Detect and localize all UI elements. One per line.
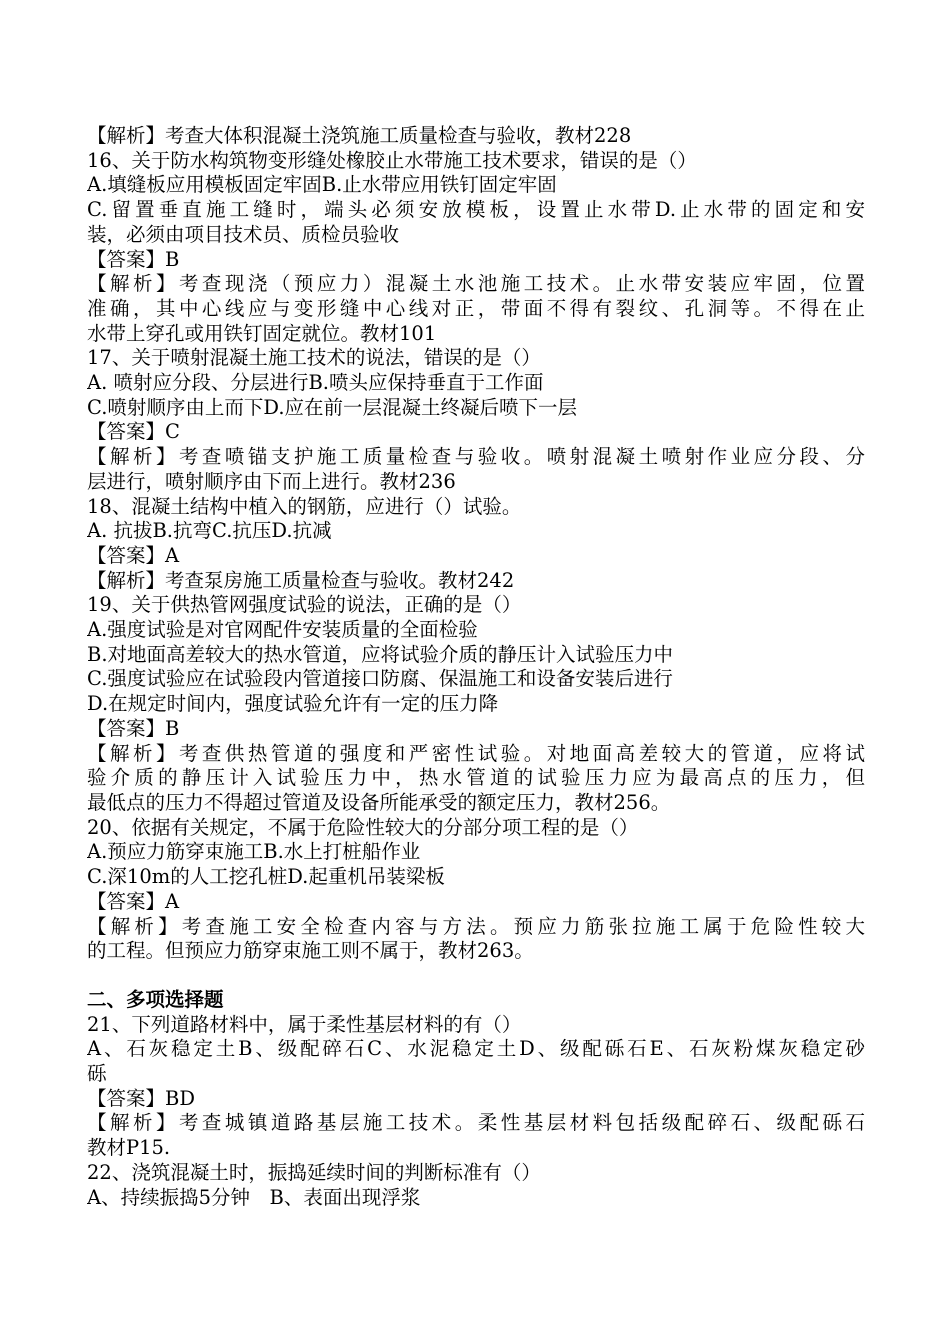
text-line: 18、混凝土结构中植入的钢筋，应进行（）试验。 <box>87 494 522 518</box>
text-line: 20、依据有关规定，不属于危险性较大的分部分项工程的是（） <box>87 815 639 839</box>
text-line: 【答案】C <box>87 420 180 444</box>
text-line: C.强度试验应在试验段内管道接口防腐、保温施工和设备安装后进行 <box>87 667 673 691</box>
text-line: A、持续振捣5分钟 B、表面出现浮浆 <box>87 1185 421 1209</box>
text-line: 砾 <box>87 1062 107 1086</box>
text-line: 22、浇筑混凝土时，振捣延续时间的判断标准有（） <box>87 1160 541 1184</box>
text-line: A.强度试验是对官网配件安装质量的全面检验 <box>87 618 478 642</box>
text-line: 【解析】考查施工安全检查内容与方法。预应力筋张拉施工属于危险性较大 <box>87 914 865 938</box>
text-line: 【答案】BD <box>87 1086 195 1110</box>
text-line: 【解析】考查供热管道的强度和严密性试验。对地面高差较大的管道，应将试 <box>87 741 865 765</box>
text-line: 【解析】考查大体积混凝土浇筑施工质量检查与验收，教材228 <box>87 124 632 147</box>
text-line: D.在规定时间内，强度试验允许有一定的压力降 <box>87 692 499 716</box>
text-line: A. 抗拔B.抗弯C.抗压D.抗减 <box>87 519 332 543</box>
text-line: 【答案】A <box>87 889 180 913</box>
text-line: 教材P15. <box>87 1136 171 1160</box>
text-line: 最低点的压力不得超过管道及设备所能承受的额定压力，教材256。 <box>87 790 671 814</box>
text-line: 水带上穿孔或用铁钉固定就位。教材101 <box>87 321 437 345</box>
text-line: B.对地面高差较大的热水管道，应将试验介质的静压计入试验压力中 <box>87 642 674 666</box>
text-line: A.填缝板应用模板固定牢固B.止水带应用铁钉固定牢固 <box>87 173 557 197</box>
text-line: 准确，其中心线应与变形缝中心线对正，带面不得有裂纹、孔洞等。不得在止 <box>87 296 865 320</box>
text-line: 19、关于供热管网强度试验的说法，正确的是（） <box>87 593 522 617</box>
section-title: 二、多项选择题 <box>87 987 224 1011</box>
text-line: 的工程。但预应力筋穿束施工则不属于，教材263。 <box>87 939 534 963</box>
text-line: 【答案】A <box>87 543 180 567</box>
text-line: C.留置垂直施工缝时，端头必须安放模板，设置止水带D.止水带的固定和安 <box>87 198 865 222</box>
text-line: 【解析】考查现浇（预应力）混凝土水池施工技术。止水带安装应牢固，位置 <box>87 272 865 296</box>
question-block-16-20 <box>87 124 865 964</box>
section-gap <box>87 964 865 988</box>
text-line: C.喷射顺序由上而下D.应在前一层混凝土终凝后喷下一层 <box>87 395 578 419</box>
text-line: 17、关于喷射混凝土施工技术的说法，错误的是（） <box>87 346 541 370</box>
text-line: 【答案】B <box>87 716 180 740</box>
document-page <box>87 124 865 1210</box>
text-line: 【解析】考查喷锚支护施工质量检查与验收。喷射混凝土喷射作业应分段、分 <box>87 445 865 469</box>
text-line: 21、下列道路材料中，属于柔性基层材料的有（） <box>87 1012 522 1036</box>
text-line: 【答案】B <box>87 247 180 271</box>
text-line: 装，必须由项目技术员、质检员验收 <box>87 222 400 246</box>
text-line: 层进行，喷射顺序由下而上进行。教材236 <box>87 469 456 493</box>
text-line: A. 喷射应分段、分层进行B.喷头应保持垂直于工作面 <box>87 371 544 395</box>
text-line: 【解析】考查城镇道路基层施工技术。柔性基层材料包括级配碎石、级配砾石 <box>87 1111 865 1135</box>
text-line: 【解析】考查泵房施工质量检查与验收。教材242 <box>87 568 515 592</box>
text-line: 验介质的静压计入试验压力中，热水管道的试验压力应为最高点的压力，但 <box>87 766 865 790</box>
text-line: C.深10m的人工挖孔桩D.起重机吊装梁板 <box>87 865 445 889</box>
text-line: A、石灰稳定土B、级配碎石C、水泥稳定土D、级配砾石E、石灰粉煤灰稳定砂 <box>87 1037 865 1061</box>
text-line: A.预应力筋穿束施工B.水上打桩船作业 <box>87 840 421 864</box>
text-line: 16、关于防水构筑物变形缝处橡胶止水带施工技术要求，错误的是（） <box>87 148 697 172</box>
question-block-21-22 <box>87 1013 865 1211</box>
